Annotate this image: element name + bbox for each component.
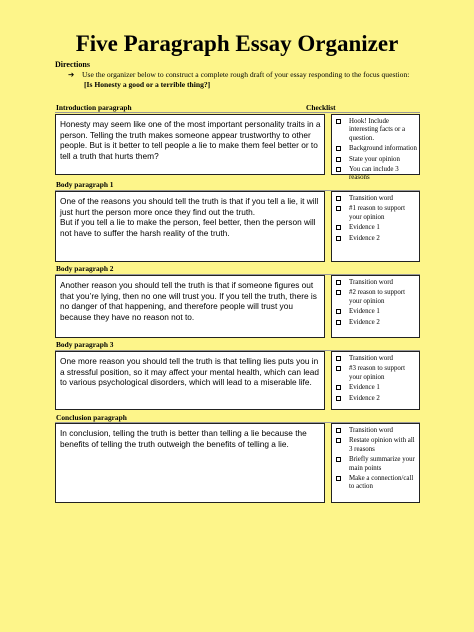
section-label-body-3: Body paragraph 3 xyxy=(56,340,114,349)
checklist-item: Make a connection/call to action xyxy=(336,475,417,492)
checkbox-icon[interactable] xyxy=(336,320,341,325)
checkbox-icon[interactable] xyxy=(336,457,341,462)
body-paragraph-2-checklist xyxy=(331,275,420,338)
section-label-body-2: Body paragraph 2 xyxy=(56,264,114,273)
checklist-item: Transition word xyxy=(336,195,417,203)
paragraph-text: In conclusion, telling the truth is better than telling a lie because the benefits of telling the truth outweigh the benefits of telling a lie. xyxy=(60,428,307,449)
checklist-item: Transition word xyxy=(336,427,417,435)
checkbox-icon[interactable] xyxy=(336,309,341,314)
paragraph-text: Honesty may seem like one of the most important personality traits in a person. Telling the truth makes someone appear trustworthy to other people. But is it better to tell people a lie to make them feel better or to tell a truth that hurts them? xyxy=(60,119,321,161)
checkbox-icon[interactable] xyxy=(336,385,341,390)
paragraph-text: One more reason you should tell the truth is that telling lies puts you in a stressful position, so it may affect your mental health, which can lead to various psychological disorders, which will lead to a miserable life. xyxy=(60,356,320,388)
introduction-checklist xyxy=(331,114,420,182)
body-paragraph-3-checklist xyxy=(331,351,420,410)
paragraph-text: But if you tell a lie to make the person, feel better, then the person will not have to suffer the harsh reality of the truth. xyxy=(60,217,316,238)
section-label-conclusion: Conclusion paragraph xyxy=(56,413,127,422)
checkbox-icon[interactable] xyxy=(336,280,341,285)
directions-instruction: Use the organizer below to construct a complete rough draft of your essay responding to the focus question: xyxy=(82,70,410,79)
page-title: Five Paragraph Essay Organizer xyxy=(75,31,399,56)
checklist-item: Transition word xyxy=(336,279,417,287)
checklist-item: You can include 3 reasons xyxy=(336,166,417,183)
checklist-item: #3 reason to support your opinion xyxy=(336,365,417,382)
checklist-item: Evidence 2 xyxy=(336,319,417,327)
directions-heading: Directions xyxy=(55,60,90,69)
checkbox-icon[interactable] xyxy=(336,225,341,230)
checkbox-icon[interactable] xyxy=(336,146,341,151)
checkbox-icon[interactable] xyxy=(336,157,341,162)
checkbox-icon[interactable] xyxy=(336,476,341,481)
checklist-item: State your opinion xyxy=(336,156,417,164)
checklist-item: Evidence 2 xyxy=(336,235,417,243)
checklist-item: Transition word xyxy=(336,355,417,363)
checklist-item: Background information xyxy=(336,145,417,153)
checklist-item: Briefly summarize your main points xyxy=(336,456,417,473)
body-paragraph-1-checklist xyxy=(331,191,420,262)
checklist-item: Evidence 1 xyxy=(336,224,417,232)
checkbox-icon[interactable] xyxy=(336,119,341,124)
body-paragraph-3-box[interactable] xyxy=(55,351,325,410)
checkbox-icon[interactable] xyxy=(336,428,341,433)
arrow-icon: ➔ xyxy=(68,70,75,79)
body-paragraph-2-box[interactable] xyxy=(55,275,325,338)
checklist-item: #2 reason to support your opinion xyxy=(336,289,417,306)
conclusion-checklist xyxy=(331,423,420,503)
checklist-heading: Checklist xyxy=(306,103,336,112)
body-paragraph-1-box[interactable] xyxy=(55,191,325,262)
checkbox-icon[interactable] xyxy=(336,438,341,443)
checkbox-icon[interactable] xyxy=(336,206,341,211)
section-label-body-1: Body paragraph 1 xyxy=(56,180,114,189)
conclusion-paragraph-box[interactable] xyxy=(55,423,325,503)
checkbox-icon[interactable] xyxy=(336,167,341,172)
checkbox-icon[interactable] xyxy=(336,290,341,295)
introduction-paragraph-box[interactable] xyxy=(55,114,325,175)
focus-question: [Is Honesty a good or a terrible thing?] xyxy=(84,80,211,89)
paragraph-text: Another reason you should tell the truth is that if someone figures out that you’re lying, then no one will trust you. If you tell the truth, there is no danger of that happening, and therefore people will trust you because they have no reason not to. xyxy=(60,280,317,322)
checkbox-icon[interactable] xyxy=(336,396,341,401)
directions-instruction-line xyxy=(68,70,409,79)
paragraph-text: One of the reasons you should tell the truth is that if you tell a lie, it will just hurt the person more once they find out the truth. xyxy=(60,196,319,217)
checklist-item: Hook! Include interesting facts or a question. xyxy=(336,118,417,143)
section-divider xyxy=(55,112,420,113)
checkbox-icon[interactable] xyxy=(336,196,341,201)
checkbox-icon[interactable] xyxy=(336,366,341,371)
checklist-item: Evidence 2 xyxy=(336,395,417,403)
checkbox-icon[interactable] xyxy=(336,356,341,361)
section-label-introduction: Introduction paragraph xyxy=(56,103,132,112)
checklist-item: Evidence 1 xyxy=(336,384,417,392)
checkbox-icon[interactable] xyxy=(336,236,341,241)
checklist-item: Evidence 1 xyxy=(336,308,417,316)
checklist-item: Restate opinion with all 3 reasons xyxy=(336,437,417,454)
checklist-item: #1 reason to support your opinion xyxy=(336,205,417,222)
